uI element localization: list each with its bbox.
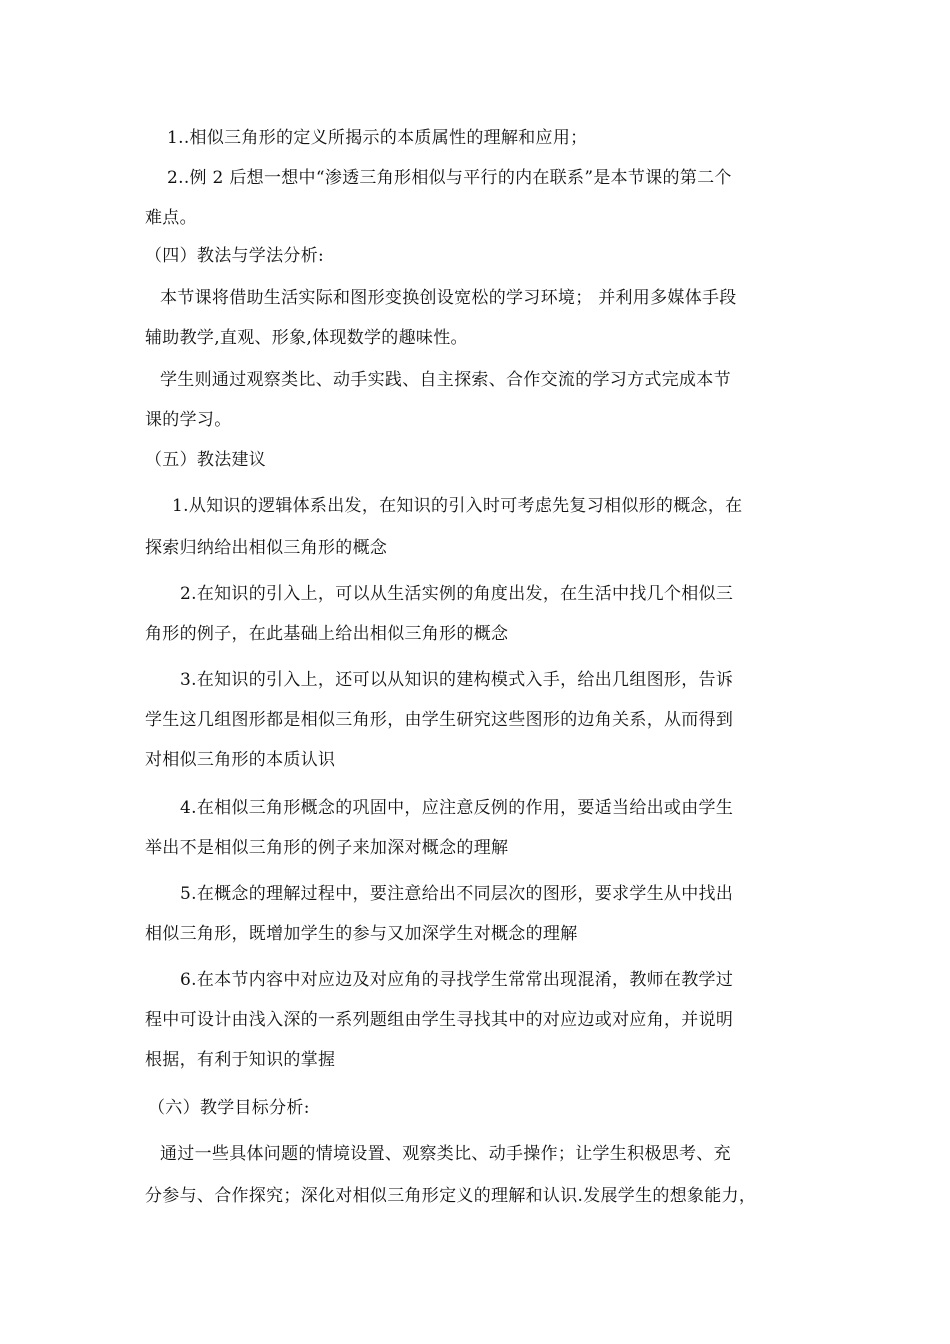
method-paragraph-1-cont: 辅助教学,直观、形象,体现数学的趣味性。 bbox=[145, 328, 468, 348]
suggestion-6-cont-2: 根据，有利于知识的掌握 bbox=[145, 1050, 336, 1070]
section-heading-teaching-suggestions: （五）教法建议 bbox=[145, 450, 267, 470]
goals-paragraph: 通过一些具体问题的情境设置、观察类比、动手操作；让学生积极思考、充 bbox=[160, 1144, 731, 1164]
method-paragraph-1: 本节课将借助生活实际和图形变换创设宽松的学习环境； 并利用多媒体手段 bbox=[160, 288, 737, 308]
suggestion-4: 4.在相似三角形概念的巩固中，应注意反例的作用，要适当给出或由学生 bbox=[180, 798, 734, 818]
suggestion-6-cont-1: 程中可设计由浅入深的一系列题组由学生寻找其中的对应边或对应角，并说明 bbox=[145, 1010, 734, 1030]
suggestion-6: 6.在本节内容中对应边及对应角的寻找学生常常出现混淆，教师在教学过 bbox=[180, 970, 734, 990]
method-paragraph-2: 学生则通过观察类比、动手实践、自主探索、合作交流的学习方式完成本节 bbox=[160, 370, 731, 390]
method-paragraph-2-cont: 课的学习。 bbox=[145, 410, 232, 430]
suggestion-3: 3.在知识的引入上，还可以从知识的建构模式入手，给出几组图形，告诉 bbox=[180, 670, 734, 690]
suggestion-1-cont: 探索归纳给出相似三角形的概念 bbox=[145, 538, 388, 558]
suggestion-1: 1.从知识的逻辑体系出发，在知识的引入时可考虑先复习相似形的概念，在 bbox=[172, 496, 743, 516]
suggestion-3-cont-1: 学生这几组图形都是相似三角形，由学生研究这些图形的边角关系，从而得到 bbox=[145, 710, 734, 730]
section-heading-teaching-goals: （六）教学目标分析: bbox=[148, 1098, 310, 1118]
suggestion-4-cont: 举出不是相似三角形的例子来加深对概念的理解 bbox=[145, 838, 509, 858]
suggestion-3-cont-2: 对相似三角形的本质认识 bbox=[145, 750, 336, 770]
suggestion-5: 5.在概念的理解过程中，要注意给出不同层次的图形，要求学生从中找出 bbox=[180, 884, 734, 904]
goals-paragraph-cont: 分参与、合作探究；深化对相似三角形定义的理解和认识.发展学生的想象能力， bbox=[145, 1186, 757, 1206]
section-heading-method-analysis: （四）教法与学法分析: bbox=[145, 246, 325, 266]
suggestion-2: 2.在知识的引入上，可以从生活实例的角度出发，在生活中找几个相似三 bbox=[180, 584, 734, 604]
difficulty-point-2: 2..例 2 后想一想中“渗透三角形相似与平行的内在联系”是本节课的第二个 bbox=[167, 168, 732, 188]
difficulty-point-1: 1..相似三角形的定义所揭示的本质属性的理解和应用； bbox=[167, 128, 588, 148]
difficulty-point-2-cont: 难点。 bbox=[145, 208, 197, 228]
suggestion-2-cont: 角形的例子，在此基础上给出相似三角形的概念 bbox=[145, 624, 509, 644]
suggestion-5-cont: 相似三角形，既增加学生的参与又加深学生对概念的理解 bbox=[145, 924, 578, 944]
